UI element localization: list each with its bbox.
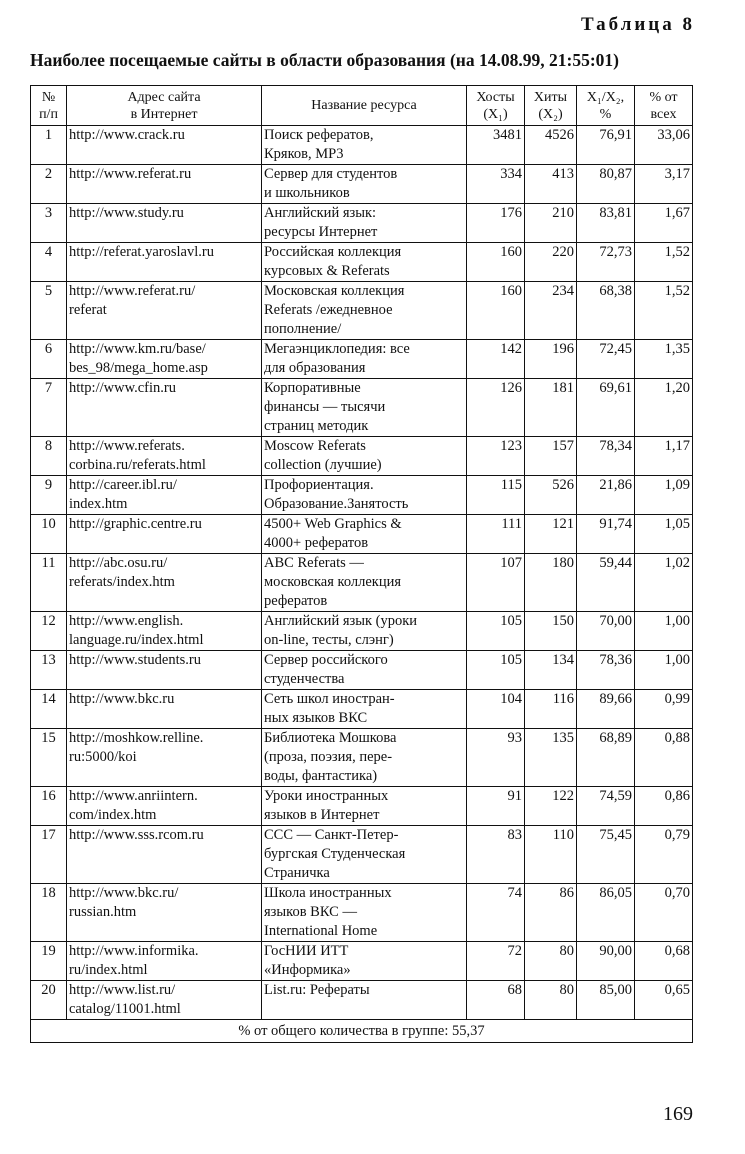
row-number: 18: [31, 884, 67, 942]
table-row: [31, 165, 693, 204]
row-number: 20: [31, 981, 67, 1020]
resource-name: ГосНИИ ИТТ «Информика»: [262, 942, 467, 981]
site-address: http://abc.osu.ru/ referats/index.htm: [67, 554, 262, 612]
site-address: http://www.crack.ru: [67, 126, 262, 165]
table-row: [31, 787, 693, 826]
share-value: 1,02: [635, 554, 693, 612]
share-value: 1,05: [635, 515, 693, 554]
header-ratio: X₁/X₂, %: [577, 86, 635, 126]
hosts-value: 142: [467, 340, 525, 379]
resource-name: Школа иностранных языков ВКС — International Home: [262, 884, 467, 942]
share-value: 33,06: [635, 126, 693, 165]
resource-name: Английский язык: ресурсы Интернет: [262, 204, 467, 243]
row-number: 11: [31, 554, 67, 612]
table-row: [31, 826, 693, 884]
ratio-value: 74,59: [577, 787, 635, 826]
hits-value: 122: [525, 787, 577, 826]
hits-value: 121: [525, 515, 577, 554]
ratio-value: 89,66: [577, 690, 635, 729]
ratio-value: 72,73: [577, 243, 635, 282]
site-address: http://www.study.ru: [67, 204, 262, 243]
ratio-value: 83,81: [577, 204, 635, 243]
site-address: http://moshkow.relline. ru:5000/koi: [67, 729, 262, 787]
site-address: http://graphic.centre.ru: [67, 515, 262, 554]
share-value: 3,17: [635, 165, 693, 204]
hits-value: 86: [525, 884, 577, 942]
hits-value: 210: [525, 204, 577, 243]
page-number: 169: [663, 1103, 693, 1125]
hosts-value: 72: [467, 942, 525, 981]
hosts-value: 111: [467, 515, 525, 554]
hosts-value: 104: [467, 690, 525, 729]
site-address: http://www.referats. corbina.ru/referats.html: [67, 437, 262, 476]
ratio-value: 85,00: [577, 981, 635, 1020]
share-value: 1,52: [635, 282, 693, 340]
hosts-value: 68: [467, 981, 525, 1020]
share-value: 1,00: [635, 612, 693, 651]
resource-name: Уроки иностранных языков в Интернет: [262, 787, 467, 826]
table-row: [31, 476, 693, 515]
ratio-value: 90,00: [577, 942, 635, 981]
share-value: 1,67: [635, 204, 693, 243]
resource-name: Сеть школ иностран- ных языков ВКС: [262, 690, 467, 729]
header-hosts: Хосты (X₁): [467, 86, 525, 126]
row-number: 4: [31, 243, 67, 282]
row-number: 14: [31, 690, 67, 729]
site-address: http://www.bkc.ru: [67, 690, 262, 729]
site-address: http://www.cfin.ru: [67, 379, 262, 437]
ratio-value: 59,44: [577, 554, 635, 612]
resource-name: Профориентация. Образование.Занятость: [262, 476, 467, 515]
ratio-value: 76,91: [577, 126, 635, 165]
table-row: [31, 282, 693, 340]
ratio-value: 70,00: [577, 612, 635, 651]
table-row: [31, 515, 693, 554]
site-address: http://www.informika. ru/index.html: [67, 942, 262, 981]
hosts-value: 115: [467, 476, 525, 515]
ratio-value: 72,45: [577, 340, 635, 379]
ratio-value: 80,87: [577, 165, 635, 204]
resource-name: Корпоративные финансы — тысячи страниц методик: [262, 379, 467, 437]
row-number: 8: [31, 437, 67, 476]
site-address: http://referat.yaroslavl.ru: [67, 243, 262, 282]
hosts-value: 93: [467, 729, 525, 787]
row-number: 9: [31, 476, 67, 515]
row-number: 19: [31, 942, 67, 981]
hits-value: 80: [525, 942, 577, 981]
site-address: http://www.students.ru: [67, 651, 262, 690]
ratio-value: 91,74: [577, 515, 635, 554]
share-value: 1,52: [635, 243, 693, 282]
ratio-value: 75,45: [577, 826, 635, 884]
resource-name: Библиотека Мошкова (проза, поэзия, пере- воды, фантастика): [262, 729, 467, 787]
header-row: [31, 86, 693, 126]
table-row: [31, 554, 693, 612]
hosts-value: 334: [467, 165, 525, 204]
footer-row: [31, 1020, 693, 1043]
hits-value: 116: [525, 690, 577, 729]
hits-value: 526: [525, 476, 577, 515]
row-number: 5: [31, 282, 67, 340]
share-value: 0,86: [635, 787, 693, 826]
site-address: http://www.referat.ru/ referat: [67, 282, 262, 340]
hosts-value: 160: [467, 282, 525, 340]
resource-name: 4500+ Web Graphics & 4000+ рефератов: [262, 515, 467, 554]
hosts-value: 3481: [467, 126, 525, 165]
hits-value: 150: [525, 612, 577, 651]
hits-value: 413: [525, 165, 577, 204]
hosts-value: 83: [467, 826, 525, 884]
ratio-value: 68,38: [577, 282, 635, 340]
row-number: 3: [31, 204, 67, 243]
site-address: http://www.list.ru/ catalog/11001.html: [67, 981, 262, 1020]
table-row: [31, 942, 693, 981]
hits-value: 135: [525, 729, 577, 787]
table-row: [31, 690, 693, 729]
resource-name: Российская коллекция курсовых & Referats: [262, 243, 467, 282]
site-address: http://www.english. language.ru/index.html: [67, 612, 262, 651]
ratio-value: 69,61: [577, 379, 635, 437]
site-address: http://www.referat.ru: [67, 165, 262, 204]
hits-value: 80: [525, 981, 577, 1020]
share-value: 1,20: [635, 379, 693, 437]
hits-value: 220: [525, 243, 577, 282]
ratio-value: 21,86: [577, 476, 635, 515]
row-number: 2: [31, 165, 67, 204]
resource-name: Поиск рефератов, Кряков, MP3: [262, 126, 467, 165]
hits-value: 196: [525, 340, 577, 379]
table-row: [31, 204, 693, 243]
resource-name: Moscow Referats collection (лучшие): [262, 437, 467, 476]
ratio-value: 68,89: [577, 729, 635, 787]
header-hits: Хиты (X₂): [525, 86, 577, 126]
site-address: http://www.anriintern. com/index.htm: [67, 787, 262, 826]
hits-value: 134: [525, 651, 577, 690]
hosts-value: 126: [467, 379, 525, 437]
resource-name: Английский язык (уроки on-line, тесты, слэнг): [262, 612, 467, 651]
resource-name: ССС — Санкт-Петер- бургская Студенческая Страничка: [262, 826, 467, 884]
hits-value: 157: [525, 437, 577, 476]
row-number: 16: [31, 787, 67, 826]
resource-name: Московская коллекция Referats /ежедневное пополнение/: [262, 282, 467, 340]
share-value: 1,00: [635, 651, 693, 690]
ratio-value: 78,34: [577, 437, 635, 476]
site-address: http://www.sss.rcom.ru: [67, 826, 262, 884]
footer-total: % от общего количества в группе: 55,37: [31, 1020, 693, 1043]
table-row: [31, 981, 693, 1020]
sites-table: [30, 85, 693, 1043]
header-address: Адрес сайта в Интернет: [67, 86, 262, 126]
share-value: 0,65: [635, 981, 693, 1020]
row-number: 17: [31, 826, 67, 884]
share-value: 0,99: [635, 690, 693, 729]
ratio-value: 78,36: [577, 651, 635, 690]
hosts-value: 123: [467, 437, 525, 476]
row-number: 1: [31, 126, 67, 165]
share-value: 0,79: [635, 826, 693, 884]
row-number: 15: [31, 729, 67, 787]
site-address: http://career.ibl.ru/ index.htm: [67, 476, 262, 515]
header-resource-name: Название ресурса: [262, 86, 467, 126]
share-value: 0,70: [635, 884, 693, 942]
share-value: 1,09: [635, 476, 693, 515]
share-value: 1,17: [635, 437, 693, 476]
hosts-value: 91: [467, 787, 525, 826]
header-share: % от всех: [635, 86, 693, 126]
hosts-value: 74: [467, 884, 525, 942]
resource-name: Сервер российского студенчества: [262, 651, 467, 690]
share-value: 0,88: [635, 729, 693, 787]
table-row: [31, 612, 693, 651]
hosts-value: 105: [467, 612, 525, 651]
table-row: [31, 884, 693, 942]
hosts-value: 105: [467, 651, 525, 690]
hits-value: 4526: [525, 126, 577, 165]
hosts-value: 176: [467, 204, 525, 243]
table-label: Таблица 8: [580, 14, 695, 35]
table-row: [31, 379, 693, 437]
share-value: 1,35: [635, 340, 693, 379]
ratio-value: 86,05: [577, 884, 635, 942]
table-row: [31, 340, 693, 379]
table-row: [31, 126, 693, 165]
row-number: 12: [31, 612, 67, 651]
table-row: [31, 651, 693, 690]
table-row: [31, 243, 693, 282]
header-num: № п/п: [31, 86, 67, 126]
hits-value: 110: [525, 826, 577, 884]
table-row: [31, 729, 693, 787]
site-address: http://www.bkc.ru/ russian.htm: [67, 884, 262, 942]
resource-name: Мегаэнциклопедия: все для образования: [262, 340, 467, 379]
resource-name: Сервер для студентов и школьников: [262, 165, 467, 204]
row-number: 7: [31, 379, 67, 437]
row-number: 13: [31, 651, 67, 690]
site-address: http://www.km.ru/base/ bes_98/mega_home.asp: [67, 340, 262, 379]
table-caption: Наиболее посещаемые сайты в области образования (на 14.08.99, 21:55:01): [30, 50, 619, 70]
hits-value: 234: [525, 282, 577, 340]
hits-value: 181: [525, 379, 577, 437]
share-value: 0,68: [635, 942, 693, 981]
hits-value: 180: [525, 554, 577, 612]
row-number: 10: [31, 515, 67, 554]
hosts-value: 160: [467, 243, 525, 282]
row-number: 6: [31, 340, 67, 379]
resource-name: List.ru: Рефераты: [262, 981, 467, 1020]
hosts-value: 107: [467, 554, 525, 612]
table-row: [31, 437, 693, 476]
resource-name: ABC Referats — московская коллекция рефератов: [262, 554, 467, 612]
